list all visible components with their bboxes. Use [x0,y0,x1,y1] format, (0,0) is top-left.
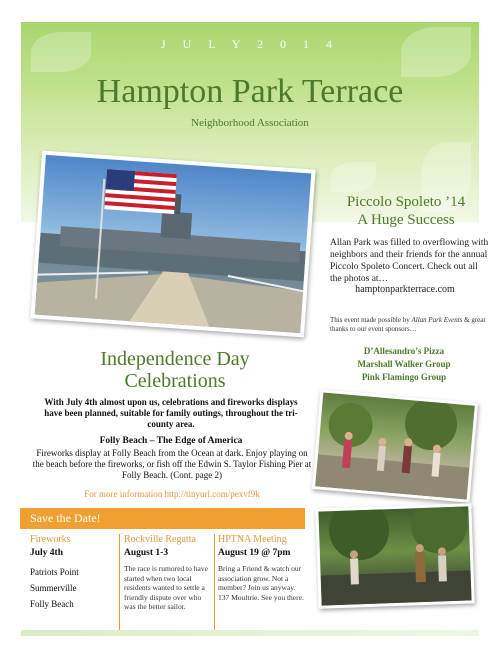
concert-photo-2 [315,503,474,608]
leaf-decoration [331,162,376,192]
independence-heading-line1: Independence Day [100,348,250,370]
folly-beach-body: Fireworks display at Folly Beach from the Ocean at dark. Enjoy playing on the beach before the fireworks, or fish off the Edwin S. Taylor Fishing Pier at Folly Beach. (Cont. page 2) [32,448,312,480]
issue-date: J U L Y 2 0 1 4 [161,37,339,51]
event-date: July 4th [30,548,63,558]
column-divider [214,534,215,630]
spoleto-heading-line1: Piccolo Spoleto ’14 [346,194,466,210]
event-location: Folly Beach [30,599,74,609]
save-the-date-banner: Save the Date! [20,508,305,529]
sponsor-note-prefix: This event made possible by [330,316,412,324]
event-description: The race is rumored to have started when two local residents wanted to settle a friendly dispute over who was the better sailor. [124,564,208,611]
event-heading: Rockville Regatta [124,534,196,545]
event-heading: Fireworks [30,534,71,545]
sponsor-item: Marshall Walker Group [357,359,451,369]
audience-scene [318,506,471,605]
sponsor-list [320,345,488,384]
independence-intro: With July 4th almost upon us, celebrations and fireworks displays have been planned, suitable for family outings, throughout the tri-county area. [44,397,298,429]
leaf-decoration [401,27,471,77]
page-title: Hampton Park Terrace [96,73,404,110]
concert-photo-1 [312,389,478,502]
event-column-regatta [124,534,212,612]
more-info-link[interactable]: For more information http://tinyurl.com/pexvf9k [84,489,260,499]
sponsor-item: Pink Flamingo Group [361,372,447,382]
sponsor-note-suffix: & great thanks to our event sponsors… [330,316,486,333]
event-date: August 1-3 [124,548,169,558]
spoleto-heading [322,193,490,229]
independence-heading [60,348,290,392]
event-column-fireworks [30,534,110,612]
sponsor-note-organizer: Allan Park Events [411,316,463,324]
spoleto-heading-line2: A Huge Success [357,212,455,228]
spoleto-website-link[interactable]: hamptonparkterrace.com [355,284,455,295]
column-divider [119,534,120,630]
event-description: Bring a Friend & watch our association grow. Not a member? Join us anyway. 137 Moultrie. See you there. [218,564,304,602]
spoleto-body: Allan Park was filled to overflowing with neighbors and their friends for the annual Piccolo Spoleto Concert. Check out all the photos at… [330,238,489,284]
event-column-meeting [218,534,304,602]
american-flag [104,169,177,214]
event-location: Patriots Point [30,567,79,577]
band-scene [315,393,475,500]
yorktown-photo [30,151,315,338]
sponsor-note [330,316,495,334]
folly-beach-heading: Folly Beach – The Edge of America [99,436,243,446]
independence-heading-line2: Celebrations [124,370,226,392]
ship-scene [35,155,312,333]
event-date: August 19 @ 7pm [218,548,291,558]
sponsor-item: D’Allesandro’s Pizza [363,346,445,356]
event-location: Summerville [30,583,77,593]
event-heading: HPTNA Meeting [218,534,287,545]
page-subtitle: Neighborhood Association [191,117,309,129]
footer-strip [21,630,479,636]
